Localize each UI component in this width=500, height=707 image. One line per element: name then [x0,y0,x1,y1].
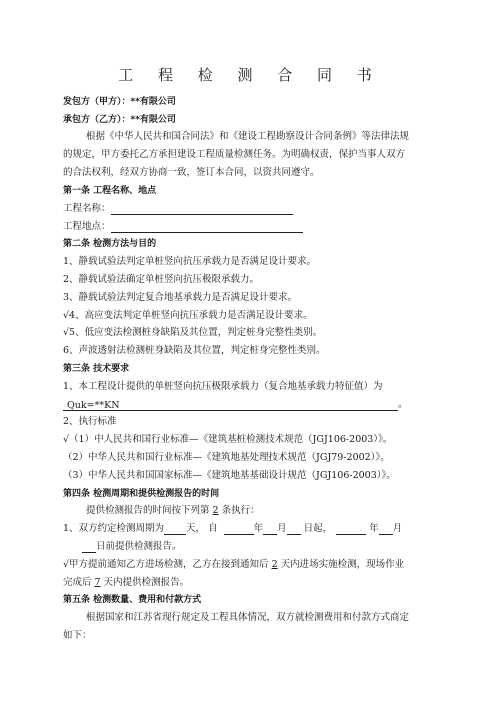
end-month-label: 月 [392,523,403,534]
report-time-intro-pre: 提供检测报告的时间按下列第 [86,505,210,516]
method-item: 3、静载试验法判定复合地基承载力是否满足设计要求。 [63,292,298,303]
start-day-label: 日起， [303,523,333,534]
project-name-row [63,203,293,215]
standard-item: √（1）中人民共和国行业标准—《建筑基桩检测技术规范（JGJ106-2003）》。 [63,434,393,445]
standards-label: 2、执行标准 [63,416,117,427]
quk-value: Quk=**KN [63,400,398,411]
article-5-title: 第五条 检测数量、费用和付款方式 [63,595,202,605]
project-name-blank [111,204,293,215]
party-b: 承包方（乙方）：**有限公司 [63,115,176,125]
method-item: √5、低应变法检测桩身缺陷及其位置，判定桩身完整性类别。 [63,327,323,338]
start-month-blank [263,524,277,535]
report-time-clause-number: 2 [212,505,219,516]
standard-item: （3）中华人民共和国国家标准—《建筑地基基础设计规范（JGJ106-2003）》。 [63,470,396,481]
project-place-label: 工程地点： [63,221,111,232]
notice-row-cont [63,577,189,589]
article-4-title: 第四条 检测周期和提供检测报告的时间 [63,489,220,499]
party-a: 发包方（甲方）：**有限公司 [63,97,176,107]
page-title: 工 程 检 测 合 同 书 [118,66,382,84]
fee-line-2: 如下： [63,630,92,641]
project-name-label: 工程名称： [63,203,111,214]
start-day-blank [287,524,301,535]
method-item: 6、声波透射法检测桩身缺陷及其位置，判定桩身完整性类别。 [63,345,326,356]
project-place-blank [111,222,303,233]
standard-item: （2）中华人民共和国行业标准—《建筑地基处理技术规范（JGJ79-2002）》。 [63,452,390,463]
period-text-a: 1、双方约定检测周期为 [63,523,165,534]
intro-line-3: 的合法权利，经双方协商一致，签订本合同，以资共同遵守。 [63,167,320,178]
project-place-row [63,221,303,233]
period-row-cont [82,541,182,553]
entry-days: 2 [271,559,278,570]
notice-text-d: 天内提供检测报告。 [103,577,190,588]
notice-row [63,559,404,571]
report-days: 7 [94,577,101,588]
article-1-title: 第一条 工程名称、地点 [63,186,157,196]
end-year-blank [336,524,366,535]
notice-text-a: √甲方提前通知乙方进场检测，乙方在接到通知后 [63,559,269,570]
period-text-b: 天， 自 [186,523,218,534]
period-days-blank [164,524,186,535]
method-item: 1、静载试验法判定单桩竖向抗压承载力是否满足设计要求。 [63,256,317,267]
start-month-label: 月 [277,523,287,534]
report-time-intro-post: 条执行： [221,505,260,516]
article-3-title: 第三条 技术要求 [63,364,130,374]
design-capacity-text: 1、本工程设计提供的单桩竖向抗压极限承载力（复合地基承载力特征值）为 [63,381,383,392]
fee-line-1: 根据国家和江苏省现行规定及工程具体情况，双方就检测费用和付款方式商定 [86,612,410,623]
notice-text-b: 天内进场实施检测，现场作业 [280,559,405,570]
start-year-label: 年 [253,523,264,534]
period-text-h: 日前提供检测报告。 [96,541,182,552]
period-row [63,523,402,535]
intro-line-1: 根据《中华人民共和国合同法》和《建设工程勘察设计合同条例》等法律法规 [86,131,410,142]
design-capacity-row [63,399,408,411]
quk-end: 。 [398,399,408,410]
end-day-blank [82,542,96,553]
article-2-title: 第二条 检测方法与目的 [63,239,157,249]
method-item: √4、高应变法判定单桩竖向抗压承载力是否满足设计要求。 [63,310,313,321]
method-item: 2、静载试验法确定单桩竖向抗压极限承载力。 [63,274,260,285]
intro-line-2: 的规定，甲方委托乙方承担建设工程质量检测任务。为明确权责，保护当事人双方 [63,149,406,160]
end-month-blank [379,524,393,535]
end-year-label: 年 [369,523,379,534]
start-year-blank [224,524,254,535]
report-time-intro [86,505,260,517]
notice-text-c: 完成后 [63,577,92,588]
